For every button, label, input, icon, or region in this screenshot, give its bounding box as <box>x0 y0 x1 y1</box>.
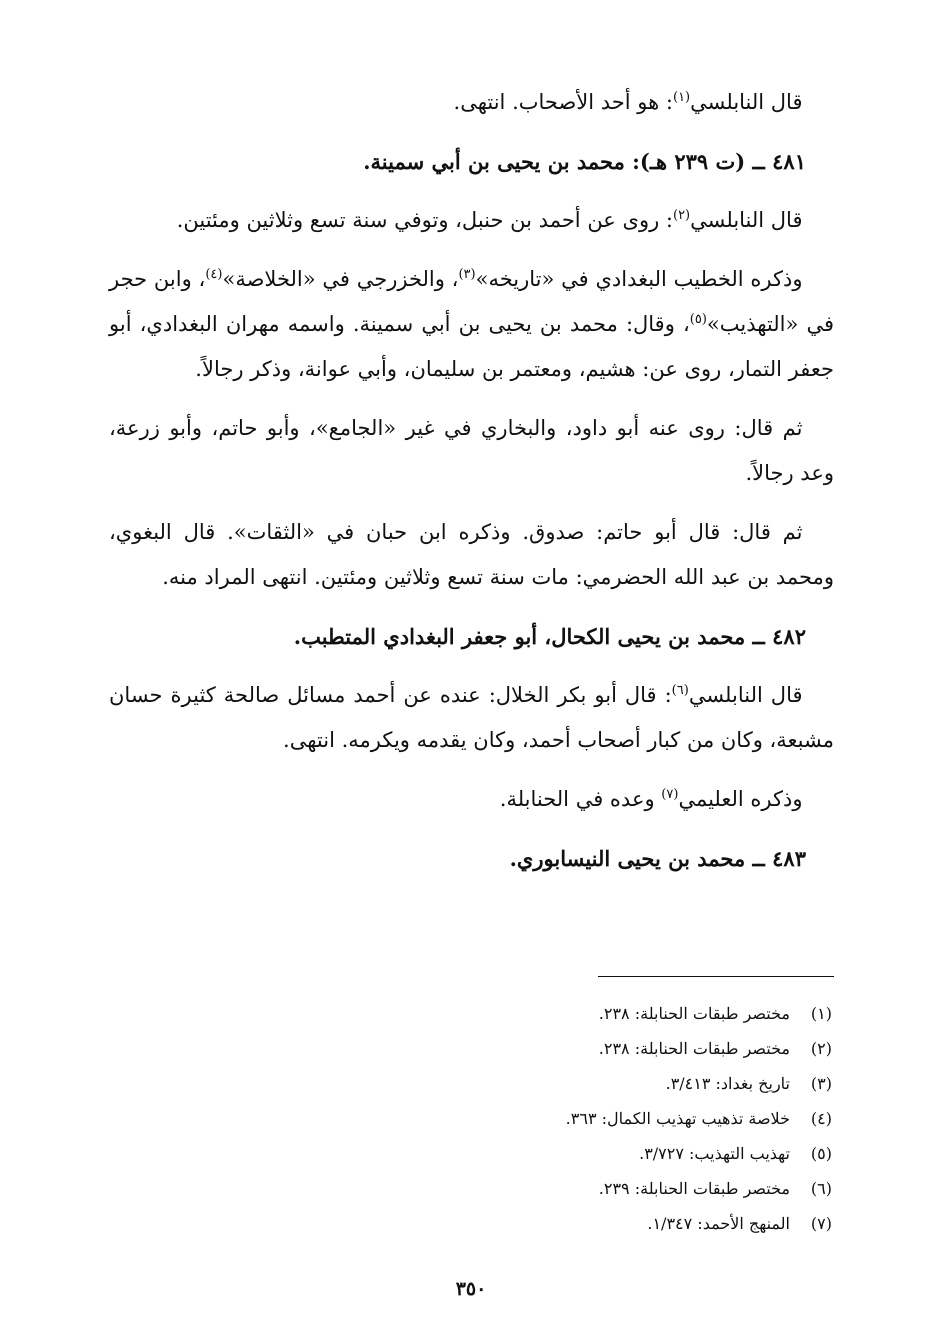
footnote-list <box>112 996 832 1241</box>
entry-heading-text: ٤٨٣ ــ محمد بن يحيى النيسابوري. <box>509 846 806 871</box>
text-run: : هو أحد الأصحاب. انتهى. <box>453 90 673 114</box>
paragraph-1 <box>109 80 834 125</box>
paragraph-4 <box>109 406 834 496</box>
footnote-item <box>112 1101 832 1136</box>
footnote-text: خلاصة تذهيب تهذيب الكمال: ٣٦٣. <box>565 1109 790 1128</box>
footnote-text: تاريخ بغداد: ٣/٤١٣. <box>665 1074 790 1093</box>
text-run: ثم قال: روى عنه أبو داود، والبخاري في غير «الجامع»، وأبو حاتم، وأبو زرعة، وعد رجالاً. <box>109 416 834 485</box>
paragraph-6 <box>109 673 834 763</box>
footnote-number: (٤) <box>810 1109 832 1128</box>
footnote-item <box>112 1031 832 1066</box>
footnote-text: مختصر طبقات الحنابلة: ٢٣٩. <box>598 1179 790 1198</box>
footnote-item <box>112 1136 832 1171</box>
footnote-number: (٥) <box>810 1144 832 1163</box>
entry-heading-text: ٤٨٢ ــ محمد بن يحيى الكحال، أبو جعفر البغدادي المتطبب. <box>293 624 806 649</box>
entry-heading-482 <box>109 614 834 659</box>
footnote-ref-3: (٣) <box>458 267 476 282</box>
footnote-text: مختصر طبقات الحنابلة: ٢٣٨. <box>598 1004 790 1023</box>
text-run: وذكره الخطيب البغدادي في «تاريخه» <box>475 267 803 291</box>
footnote-ref-6: (٦) <box>671 683 689 698</box>
paragraph-3 <box>109 257 834 392</box>
footnote-item <box>112 1066 832 1101</box>
footnote-ref-1: (١) <box>672 90 691 105</box>
paragraph-7 <box>109 777 834 822</box>
footnote-ref-2: (٢) <box>672 208 691 223</box>
footnote-text: المنهج الأحمد: ١/٣٤٧. <box>647 1214 790 1233</box>
footnote-item <box>112 1206 832 1241</box>
footnote-item <box>112 996 832 1031</box>
footnote-item <box>112 1171 832 1206</box>
text-run: ، وابن حجر في «التهذيب» <box>109 267 834 336</box>
text-run: : قال أبو بكر الخلال: عنده عن أحمد مسائل صالحة كثيرة حسان مشبعة، وكان من كبار أصحاب أحمد، وكان يقدمه ويكرمه. انتهى. <box>109 683 834 752</box>
main-text <box>109 80 834 895</box>
text-run: ، والخزرجي في «الخلاصة» <box>222 267 459 291</box>
text-run: وعده في الحنابلة. <box>499 787 662 811</box>
paragraph-5 <box>109 510 834 600</box>
entry-heading-481 <box>109 139 834 184</box>
footnote-divider <box>598 976 834 977</box>
footnote-number: (١) <box>810 1004 832 1023</box>
text-run: ، وقال: محمد بن يحيى بن أبي سمينة. واسمه مهران البغدادي، أبو جعفر التمار، روى عن: هشيم، ومعتمر بن سليمان، وأبي عوانة، وذكر رجالاً. <box>109 312 834 381</box>
text-run: قال النابلسي <box>690 90 803 114</box>
text-run: : روى عن أحمد بن حنبل، وتوفي سنة تسع وثلاثين ومئتين. <box>176 208 673 232</box>
footnote-number: (٢) <box>810 1039 832 1058</box>
footnote-ref-4: (٤) <box>205 267 223 282</box>
text-run: ثم قال: قال أبو حاتم: صدوق. وذكره ابن حبان في «الثقات». قال البغوي، ومحمد بن عبد الله الحضرمي: مات سنة تسع وثلاثين ومئتين. انتهى المراد منه. <box>109 520 834 589</box>
entry-heading-text: ٤٨١ ــ (ت ٢٣٩ هـ): محمد بن يحيى بن أبي سمينة. <box>363 149 806 174</box>
footnote-number: (٣) <box>810 1074 832 1093</box>
page-number: ٣٥٠ <box>455 1278 487 1300</box>
text-run: قال النابلسي <box>690 208 803 232</box>
footnote-text: مختصر طبقات الحنابلة: ٢٣٨. <box>598 1039 790 1058</box>
footnote-ref-5: (٥) <box>689 312 707 327</box>
footnote-text: تهذيب التهذيب: ٣/٧٢٧. <box>639 1144 790 1163</box>
entry-heading-483 <box>109 836 834 881</box>
footnote-ref-7: (٧) <box>661 787 679 802</box>
text-run: وذكره العليمي <box>678 787 803 811</box>
footnote-number: (٧) <box>810 1214 832 1233</box>
footnote-number: (٦) <box>810 1179 832 1198</box>
paragraph-2 <box>109 198 834 243</box>
text-run: قال النابلسي <box>688 683 803 707</box>
